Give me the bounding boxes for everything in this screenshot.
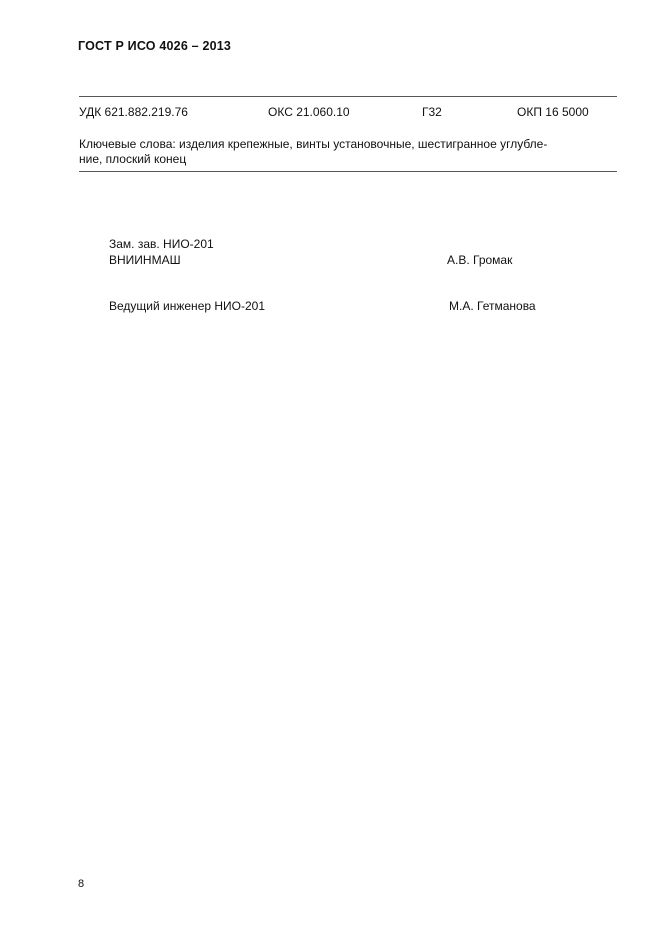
signature-1-name: А.В. Громак xyxy=(447,253,513,267)
udk-code: УДК 621.882.219.76 xyxy=(79,105,188,119)
signature-1-position-line-2: ВНИИНМАШ xyxy=(109,253,181,267)
keywords-line-2: ние, плоский конец xyxy=(79,152,187,166)
page-number: 8 xyxy=(78,878,85,890)
bottom-divider xyxy=(79,171,617,172)
oks-code: ОКС 21.060.10 xyxy=(268,105,350,119)
signature-2-name: М.А. Гетманова xyxy=(449,299,536,313)
keywords-line-1: Ключевые слова: изделия крепежные, винты установочные, шестигранное углубле- xyxy=(79,137,548,151)
keywords-block xyxy=(79,137,615,167)
document-header-code: ГОСТ Р ИСО 4026 – 2013 xyxy=(78,39,232,53)
top-divider xyxy=(79,96,617,97)
signature-2-position: Ведущий инженер НИО-201 xyxy=(109,299,266,313)
okp-code: ОКП 16 5000 xyxy=(517,105,589,119)
group-code: Г32 xyxy=(422,105,442,119)
signature-1-position-line-1: Зам. зав. НИО-201 xyxy=(109,237,214,251)
